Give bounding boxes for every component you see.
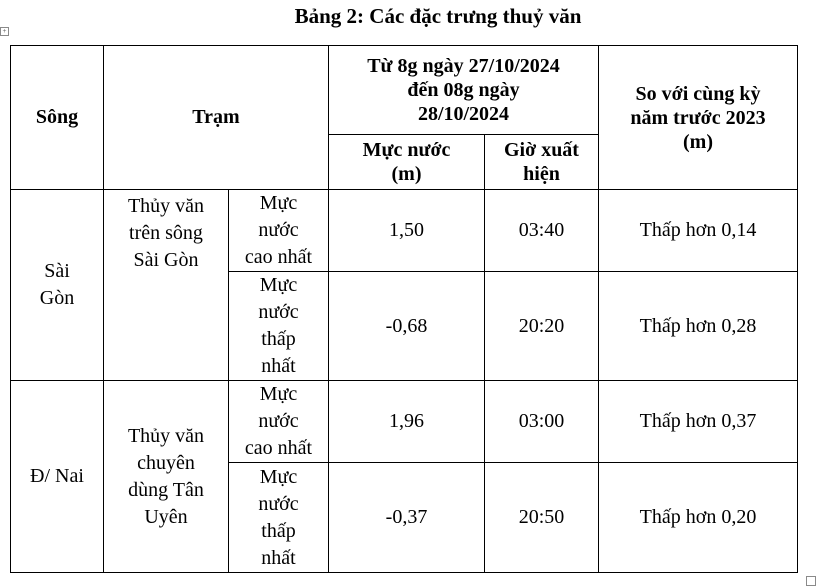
header-period: Từ 8g ngày 27/10/2024 đến 08g ngày 28/10/2024 <box>329 46 599 135</box>
cell-so-sanh: Thấp hơn 0,37 <box>599 381 798 463</box>
cell-loai: Mực nước thấp nhất <box>229 272 329 381</box>
table-move-handle-icon[interactable]: + <box>0 27 9 36</box>
cell-song: Sài Gòn <box>11 190 104 381</box>
cell-so-sanh: Thấp hơn 0,20 <box>599 463 798 573</box>
table-title: Bảng 2: Các đặc trưng thuỷ văn <box>294 4 582 28</box>
cell-tram: Thủy văn chuyên dùng Tân Uyên <box>104 381 229 573</box>
table-resize-handle-icon[interactable] <box>806 576 816 586</box>
cell-gio: 20:20 <box>485 272 599 381</box>
cell-so-sanh: Thấp hơn 0,28 <box>599 272 798 381</box>
table-row <box>11 381 798 463</box>
cell-gio: 20:50 <box>485 463 599 573</box>
cell-loai: Mực nước cao nhất <box>229 381 329 463</box>
cell-tram: Thủy văn trên sông Sài Gòn <box>104 190 229 381</box>
header-so-voi: So với cùng kỳ năm trước 2023 (m) <box>599 46 798 190</box>
cell-gio: 03:00 <box>485 381 599 463</box>
header-song: Sông <box>11 46 104 190</box>
cell-song: Đ/ Nai <box>11 381 104 573</box>
cell-muc-nuoc: -0,68 <box>329 272 485 381</box>
cell-loai: Mực nước cao nhất <box>229 190 329 272</box>
header-gio-xuat-hien: Giờ xuất hiện <box>485 135 599 190</box>
cell-muc-nuoc: -0,37 <box>329 463 485 573</box>
cell-gio: 03:40 <box>485 190 599 272</box>
cell-muc-nuoc: 1,50 <box>329 190 485 272</box>
table-row <box>11 190 798 272</box>
cell-muc-nuoc: 1,96 <box>329 381 485 463</box>
header-muc-nuoc: Mực nước (m) <box>329 135 485 190</box>
header-tram: Trạm <box>104 46 329 190</box>
cell-loai: Mực nước thấp nhất <box>229 463 329 573</box>
hydrology-table <box>10 45 798 573</box>
cell-so-sanh: Thấp hơn 0,14 <box>599 190 798 272</box>
